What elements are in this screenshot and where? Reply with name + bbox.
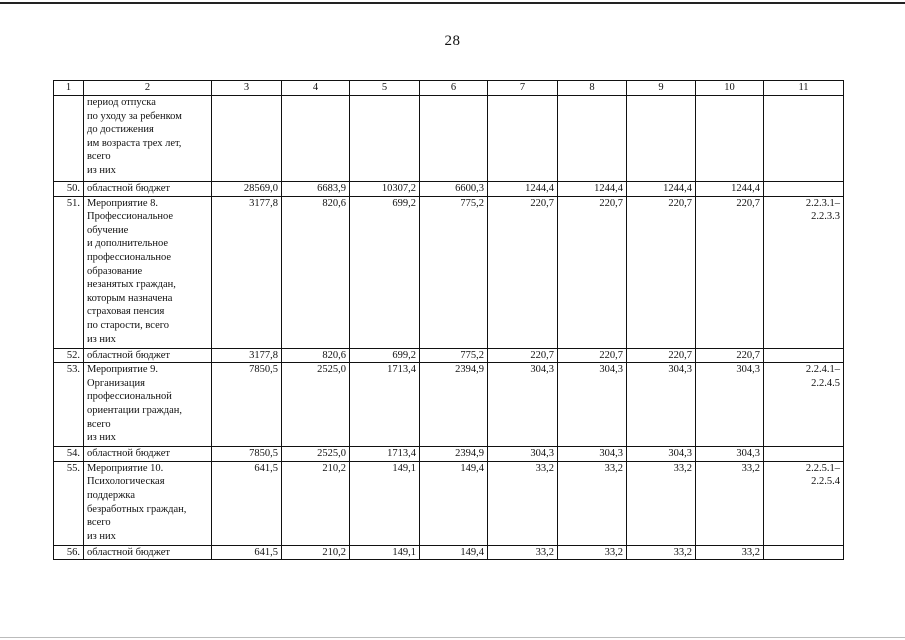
column-header: 3	[212, 81, 282, 96]
value-cell: 2525,0	[282, 447, 350, 462]
description-line: безработных граждан,	[87, 503, 187, 515]
row-number-cell	[54, 96, 84, 182]
description-line: им возраста трех лет,	[87, 137, 182, 149]
value-cell: 775,2	[420, 348, 488, 363]
table-row	[54, 348, 844, 363]
column-header: 11	[764, 81, 844, 96]
description-line: Мероприятие 8.	[87, 197, 159, 209]
description-line: период отпуска	[87, 97, 156, 108]
description-line: областной бюджет	[87, 183, 170, 194]
description-line: областной бюджет	[87, 448, 170, 460]
description-line: которым назначена	[87, 292, 173, 304]
description-line: областной бюджет	[87, 546, 170, 558]
value-cell: 220,7	[696, 348, 764, 363]
value-cell: 149,1	[350, 461, 420, 545]
description-line: всего	[87, 151, 111, 163]
column-header: 10	[696, 81, 764, 96]
column-header: 7	[488, 81, 558, 96]
description-line: Мероприятие 10.	[87, 462, 164, 474]
description-line: всего	[87, 418, 111, 430]
description-line: по старости, всего	[87, 319, 170, 331]
description-line: Мероприятие 9.	[87, 364, 159, 376]
value-cell: 33,2	[558, 461, 627, 545]
reference-line: 2.2.3.3	[811, 211, 840, 223]
value-cell: 210,2	[282, 461, 350, 545]
reference-cell	[764, 348, 844, 363]
reference-line: 2.2.3.1–	[805, 197, 840, 209]
value-cell: 1244,4	[696, 182, 764, 197]
value-cell: 3177,8	[212, 348, 282, 363]
value-cell: 10307,2	[350, 182, 420, 197]
value-cell	[420, 96, 488, 182]
table-row	[54, 196, 844, 348]
value-cell: 33,2	[696, 545, 764, 560]
row-number-cell: 55.	[54, 461, 84, 545]
description-line: ориентации граждан,	[87, 404, 182, 416]
description-line: из них	[87, 432, 116, 444]
column-header: 2	[84, 81, 212, 96]
reference-cell	[764, 363, 844, 447]
value-cell: 2525,0	[282, 363, 350, 447]
value-cell: 304,3	[558, 363, 627, 447]
description-line: обучение	[87, 224, 129, 236]
value-cell: 304,3	[627, 363, 696, 447]
column-header: 4	[282, 81, 350, 96]
table-body	[54, 81, 844, 560]
table-row	[54, 447, 844, 462]
row-number-cell: 56.	[54, 545, 84, 560]
description-line: из них	[87, 164, 116, 176]
column-header: 8	[558, 81, 627, 96]
value-cell: 33,2	[488, 545, 558, 560]
reference-line: 2.2.5.1–	[805, 462, 840, 474]
top-border-line	[0, 2, 905, 4]
description-line: поддержка	[87, 489, 136, 501]
value-cell: 1244,4	[627, 182, 696, 197]
reference-cell	[764, 96, 844, 182]
value-cell: 33,2	[627, 461, 696, 545]
description-line: страховая пенсия	[87, 306, 165, 318]
reference-cell	[764, 461, 844, 545]
value-cell: 220,7	[627, 348, 696, 363]
value-cell: 1713,4	[350, 447, 420, 462]
description-cell	[84, 363, 212, 447]
column-header: 5	[350, 81, 420, 96]
value-cell: 641,5	[212, 545, 282, 560]
value-cell: 304,3	[488, 447, 558, 462]
column-header: 6	[420, 81, 488, 96]
row-number-cell: 53.	[54, 363, 84, 447]
value-cell: 220,7	[488, 196, 558, 348]
description-line: по уходу за ребенком	[87, 110, 182, 122]
row-number-cell: 54.	[54, 447, 84, 462]
description-cell	[84, 447, 212, 462]
value-cell: 149,4	[420, 461, 488, 545]
reference-cell	[764, 545, 844, 560]
value-cell: 2394,9	[420, 447, 488, 462]
value-cell: 149,4	[420, 545, 488, 560]
reference-line: 2.2.4.1–	[805, 364, 840, 376]
column-header: 1	[54, 81, 84, 96]
row-number-cell: 52.	[54, 348, 84, 363]
value-cell: 304,3	[627, 447, 696, 462]
value-cell	[350, 96, 420, 182]
reference-cell	[764, 182, 844, 197]
value-cell	[696, 96, 764, 182]
value-cell	[488, 96, 558, 182]
table-row	[54, 363, 844, 447]
page-number: 28	[444, 33, 461, 49]
row-number-cell: 50.	[54, 182, 84, 197]
value-cell: 304,3	[696, 363, 764, 447]
description-line: профессиональной	[87, 391, 172, 403]
reference-cell	[764, 196, 844, 348]
table-row	[54, 182, 844, 197]
description-line: из них	[87, 530, 116, 542]
column-number-row	[54, 81, 844, 96]
budget-table	[53, 80, 844, 560]
description-line: до достижения	[87, 124, 154, 136]
description-line: областной бюджет	[87, 349, 170, 361]
value-cell: 7850,5	[212, 363, 282, 447]
description-line: и дополнительное	[87, 238, 168, 250]
value-cell: 775,2	[420, 196, 488, 348]
value-cell: 210,2	[282, 545, 350, 560]
value-cell	[212, 96, 282, 182]
value-cell: 220,7	[558, 348, 627, 363]
value-cell	[627, 96, 696, 182]
table-row	[54, 545, 844, 560]
value-cell: 220,7	[558, 196, 627, 348]
description-line: Психологическая	[87, 476, 165, 488]
table-row	[54, 96, 844, 182]
value-cell: 33,2	[696, 461, 764, 545]
value-cell: 6683,9	[282, 182, 350, 197]
value-cell: 220,7	[696, 196, 764, 348]
value-cell: 1244,4	[488, 182, 558, 197]
description-cell	[84, 96, 212, 182]
value-cell: 820,6	[282, 196, 350, 348]
description-cell	[84, 182, 212, 197]
reference-line: 2.2.4.5	[811, 377, 840, 389]
description-cell	[84, 348, 212, 363]
table-row	[54, 461, 844, 545]
description-line: профессиональное	[87, 251, 172, 263]
value-cell: 641,5	[212, 461, 282, 545]
value-cell: 33,2	[627, 545, 696, 560]
value-cell: 28569,0	[212, 182, 282, 197]
value-cell: 699,2	[350, 196, 420, 348]
description-line: всего	[87, 517, 111, 529]
value-cell: 304,3	[558, 447, 627, 462]
value-cell	[282, 96, 350, 182]
value-cell: 6600,3	[420, 182, 488, 197]
value-cell: 33,2	[488, 461, 558, 545]
reference-line: 2.2.5.4	[811, 476, 840, 488]
value-cell: 304,3	[488, 363, 558, 447]
description-line: из них	[87, 333, 116, 345]
bottom-scan-edge	[0, 637, 905, 638]
value-cell	[558, 96, 627, 182]
value-cell: 7850,5	[212, 447, 282, 462]
reference-cell	[764, 447, 844, 462]
value-cell: 820,6	[282, 348, 350, 363]
description-cell	[84, 196, 212, 348]
value-cell: 3177,8	[212, 196, 282, 348]
value-cell: 220,7	[627, 196, 696, 348]
row-number-cell: 51.	[54, 196, 84, 348]
column-header: 9	[627, 81, 696, 96]
description-cell	[84, 545, 212, 560]
description-cell	[84, 461, 212, 545]
value-cell: 2394,9	[420, 363, 488, 447]
value-cell: 304,3	[696, 447, 764, 462]
description-line: Профессиональное	[87, 211, 174, 223]
value-cell: 33,2	[558, 545, 627, 560]
value-cell: 1713,4	[350, 363, 420, 447]
description-line: образование	[87, 265, 143, 277]
value-cell: 699,2	[350, 348, 420, 363]
value-cell: 220,7	[488, 348, 558, 363]
value-cell: 1244,4	[558, 182, 627, 197]
description-line: Организация	[87, 377, 145, 389]
value-cell: 149,1	[350, 545, 420, 560]
description-line: незанятых граждан,	[87, 279, 176, 291]
